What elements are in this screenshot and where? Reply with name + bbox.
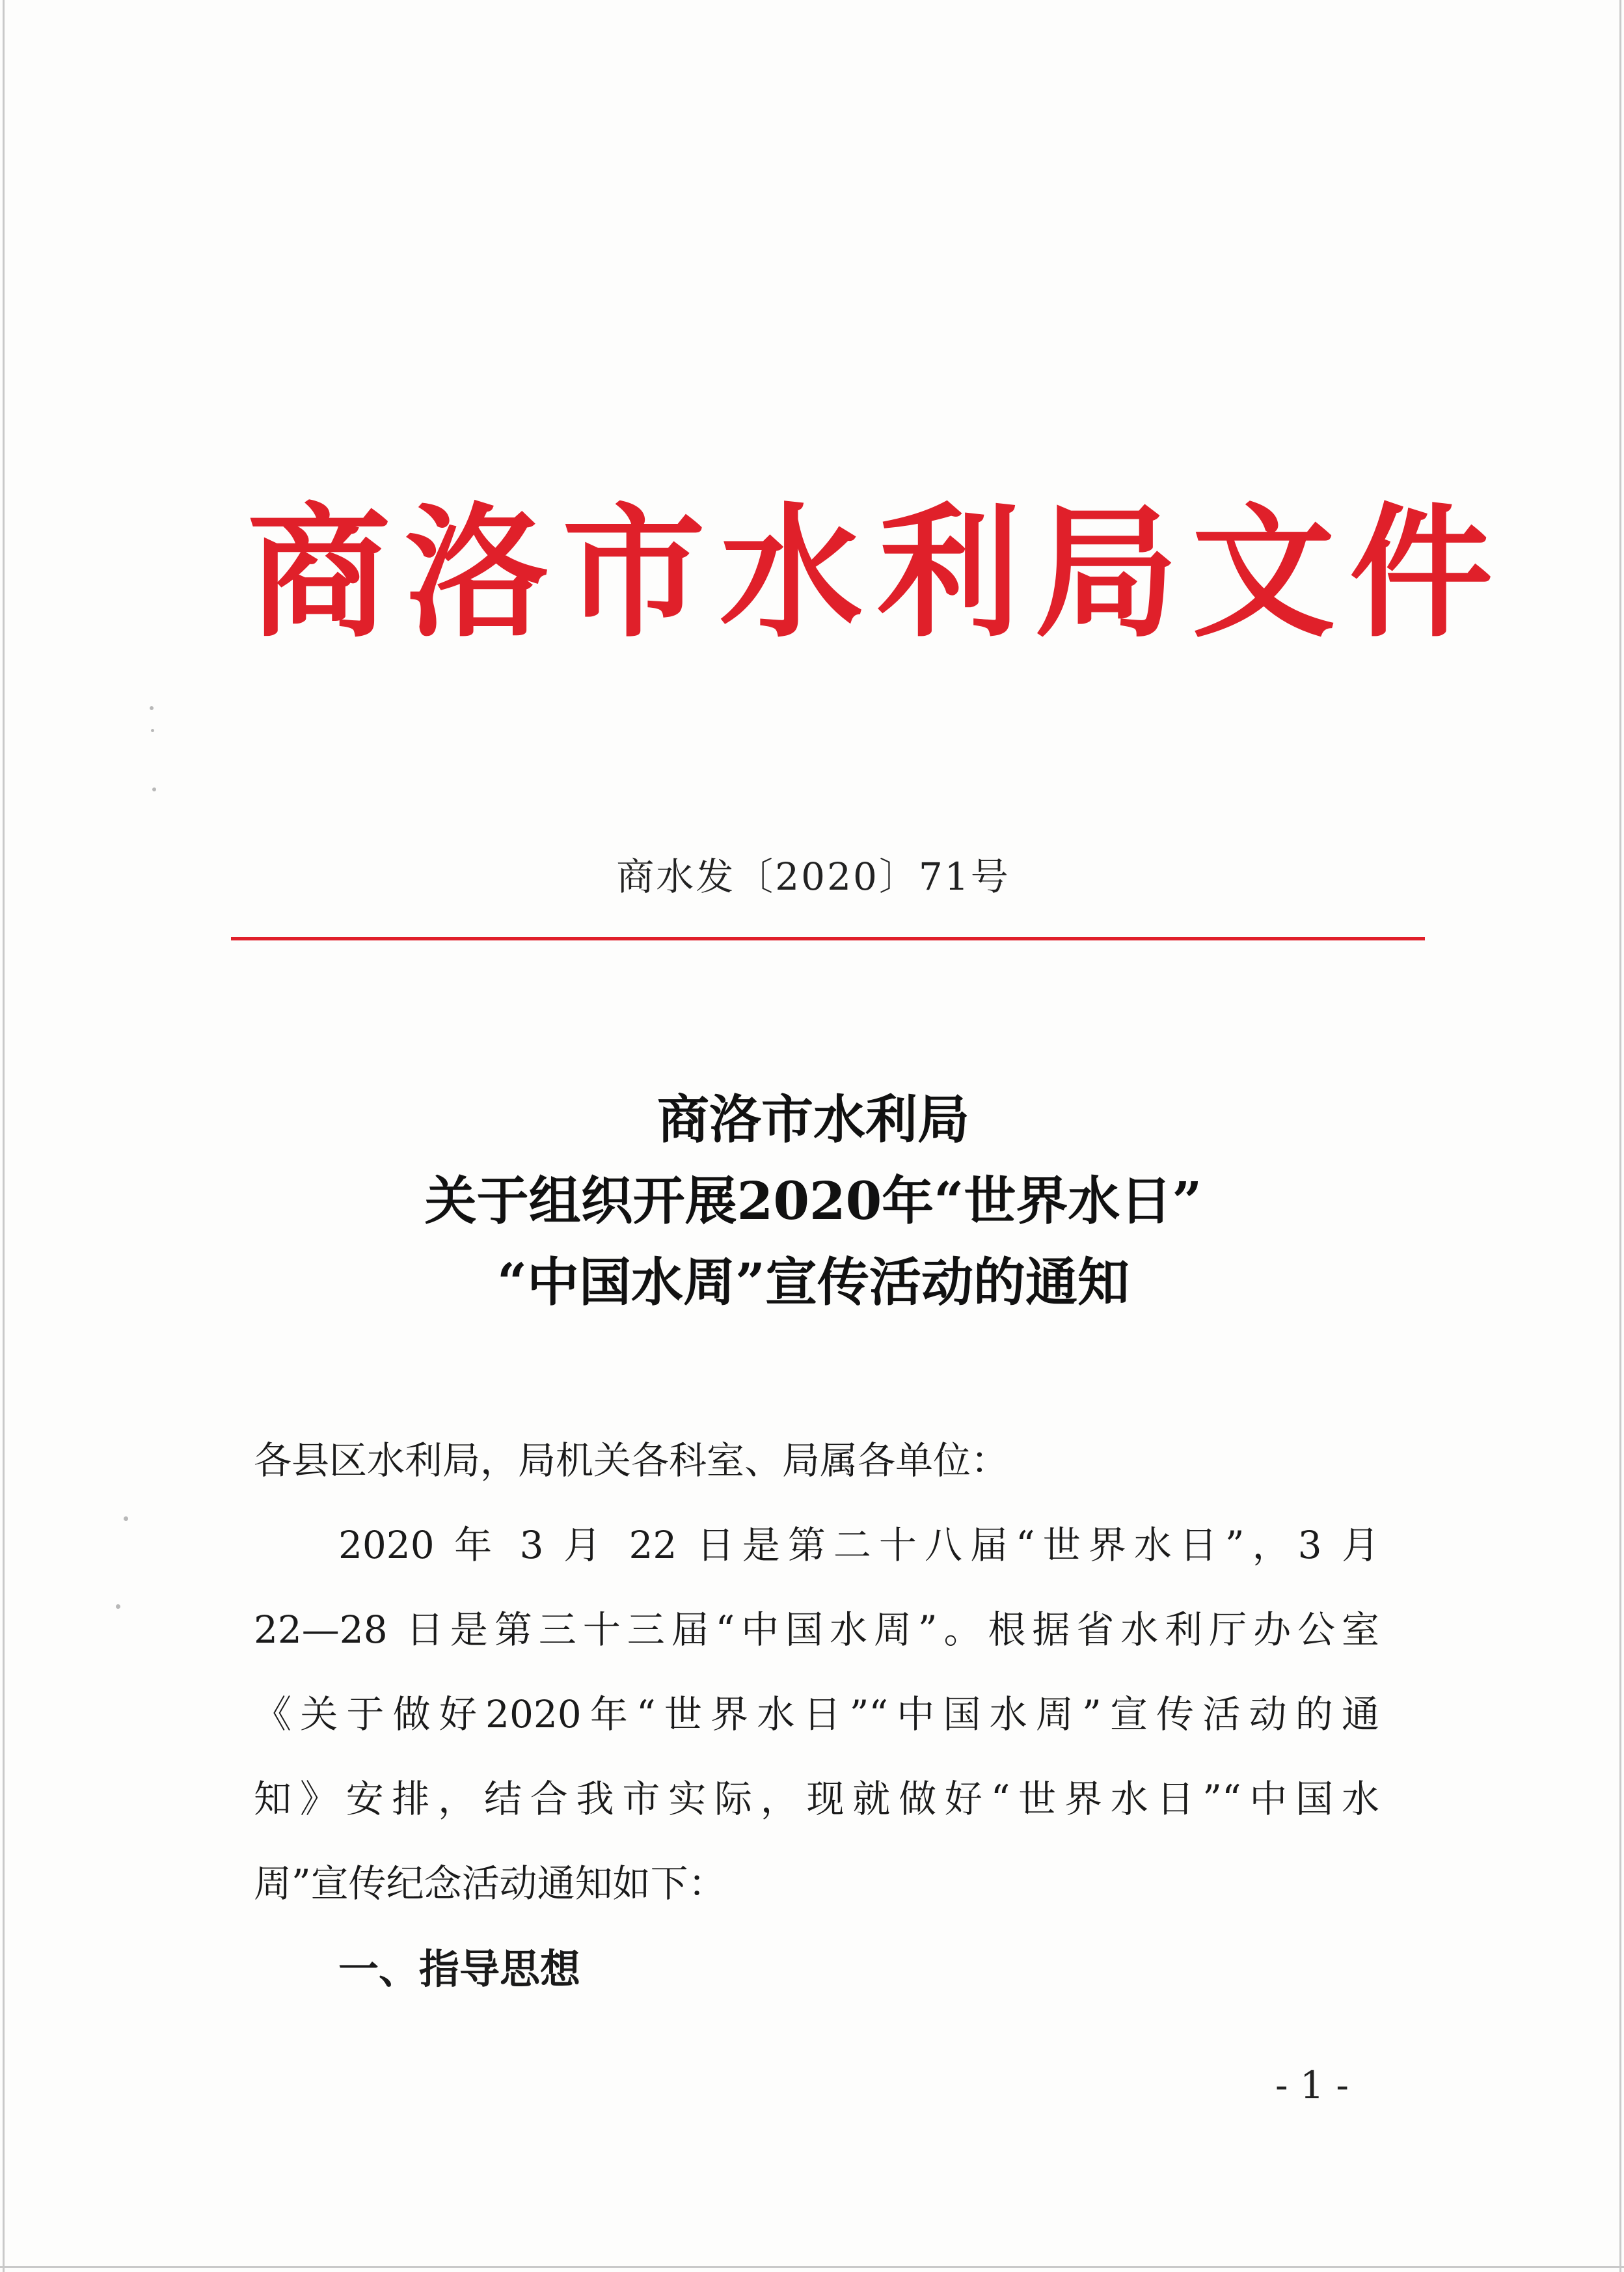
section-heading-guiding-ideology: 一、指导思想 [338, 1945, 581, 1993]
scan-speck [124, 1516, 128, 1521]
scan-speck [151, 729, 154, 732]
scan-speck [116, 1604, 120, 1609]
paragraph-line-1: 2020 年 3 月 22 日是第二十八届“世界水日”，3 月 [338, 1523, 1379, 1567]
notice-title-line-2: 关于组织开展2020年“世界水日” [424, 1170, 1202, 1231]
red-divider-line [231, 937, 1425, 940]
scan-edge-left [3, 0, 5, 2272]
agency-file-header: 商洛市水利局文件 [247, 488, 1508, 657]
scan-speck [150, 706, 154, 710]
scan-edge-right [1619, 0, 1621, 2272]
recipients-line: 各县区水利局，局机关各科室、局属各单位： [254, 1438, 1009, 1483]
notice-title-line-1: 商洛市水利局 [657, 1089, 969, 1150]
paragraph-line-4: 知》安排，结合我市实际，现就做好“世界水日”“中国水 [254, 1777, 1379, 1821]
document-number: 商水发〔2020〕71号 [616, 855, 1010, 899]
scan-speck [152, 787, 156, 791]
scan-edge-bottom [0, 2266, 1624, 2268]
notice-title-line-3: “中国水周”宣传活动的通知 [496, 1252, 1130, 1313]
paragraph-line-2: 22—28 日是第三十三届“中国水周”。根据省水利厅办公室 [254, 1608, 1379, 1652]
paragraph-line-5: 周”宣传纪念活动通知如下： [254, 1861, 726, 1906]
page-number: - 1 - [1275, 2063, 1349, 2107]
paragraph-line-3: 《关于做好2020年“世界水日”“中国水周”宣传活动的通 [254, 1692, 1379, 1736]
